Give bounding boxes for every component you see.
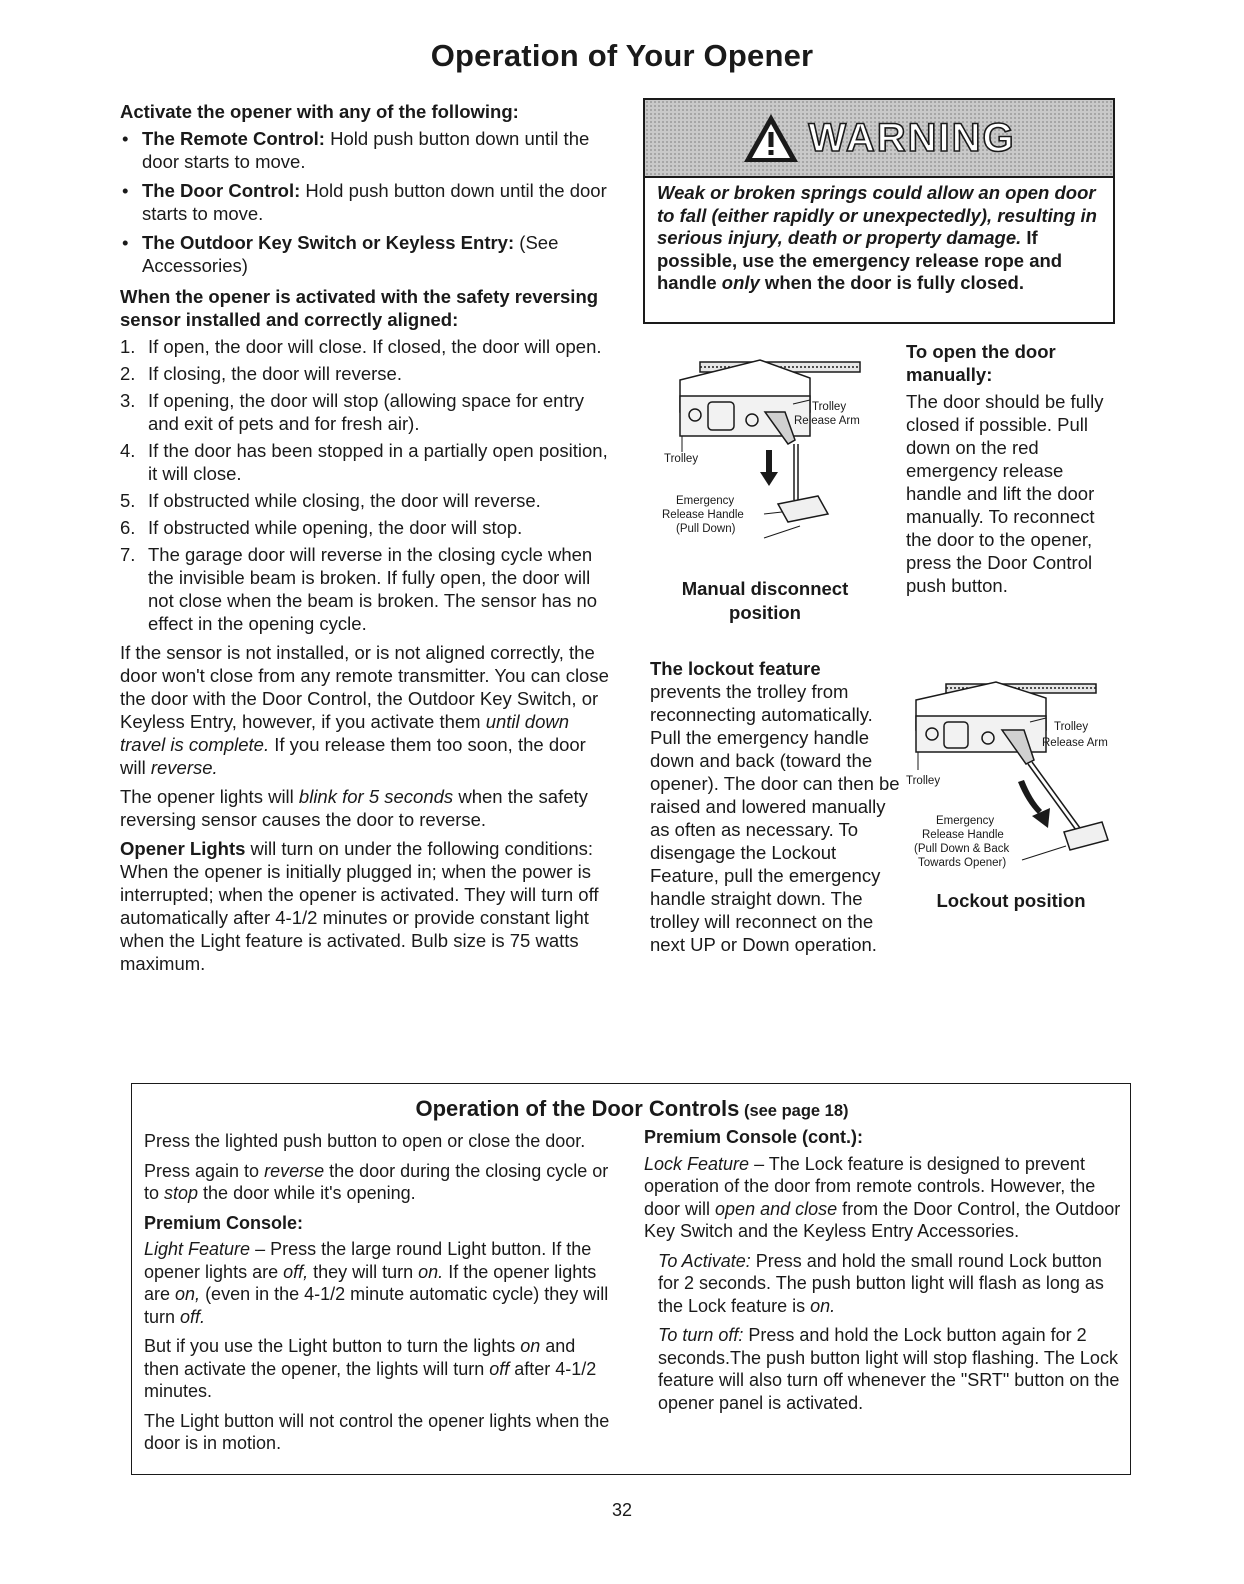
text-run-italic: stop: [164, 1183, 199, 1203]
text-run: If you release them too soon, the door will: [120, 734, 586, 778]
text-run-italic: off.: [180, 1306, 206, 1327]
step-number: 5.: [120, 490, 136, 511]
manual-disconnect-illustration: [660, 340, 890, 560]
label-release-handle: Release Handle: [922, 829, 1004, 841]
premium-console-cont-heading: Premium Console (cont.):: [644, 1127, 864, 1147]
sensor-step: [120, 362, 610, 385]
sensor-step: [120, 489, 610, 512]
activate-item-door-control: [120, 179, 610, 225]
sensor-step: [120, 439, 610, 485]
text-run: – The Lock feature is designed to prevent operation of the door from remote controls. However, the door will: [644, 1153, 1096, 1219]
text-run-italic: blink for 5 seconds: [298, 786, 454, 807]
door-controls-title-sub: (see page 18): [739, 1102, 849, 1120]
text-run-italic: on,: [175, 1284, 201, 1304]
emergency-release-handle-graphic: [778, 444, 828, 522]
activate-item-text: Hold push button down until the door starts to move.: [142, 128, 590, 172]
lockout-section: [650, 657, 900, 956]
warning-box: [643, 98, 1115, 324]
text-run-italic: only: [721, 272, 760, 293]
opener-lights: [120, 837, 610, 975]
text-run: But if you use the Light button to turn the lights: [144, 1336, 521, 1356]
step-number: 7.: [120, 544, 136, 565]
step-text: If obstructed while closing, the door will reverse.: [148, 490, 541, 511]
text-run-italic: To Activate:: [658, 1250, 751, 1271]
warning-triangle-icon: [742, 112, 800, 164]
label-pull-down-back: (Pull Down & Back: [914, 843, 1010, 855]
lockout-caption: Lockout position: [936, 890, 1086, 911]
step-text: If closing, the door will reverse.: [148, 363, 402, 384]
text-run: from the Door Control, the Outdoor Key Switch and the Keyless Entry Accessories.: [644, 1198, 1121, 1241]
text-run: and then activate the opener, the lights will turn: [144, 1336, 576, 1379]
step-text: The garage door will reverse in the closing cycle when the invisible beam is broken. If fully open, the door will not close when the beam is broken. The sensor has no effect in the opening cycle.: [148, 544, 598, 634]
light-motion-note: The Light button will not control the opener lights when the door is in motion.: [144, 1410, 610, 1453]
open-manually-text: The door should be fully closed if possible. Pull down on the red emergency release handle and lift the door manually. To reconnect the door to the opener, press the Door Control push button.: [906, 391, 1104, 596]
step-number: 4.: [120, 440, 136, 461]
label-emergency: Emergency: [676, 495, 735, 507]
text-run-italic: on.: [810, 1295, 836, 1316]
emergency-release-handle-graphic: [1028, 762, 1108, 850]
activate-item-label: The Outdoor Key Switch or Keyless Entry:: [142, 232, 515, 253]
label-emergency: Emergency: [936, 815, 995, 827]
open-manually-heading: To open the door manually:: [906, 341, 1056, 385]
light-feature: [144, 1238, 614, 1328]
text-run-italic: off: [489, 1358, 510, 1379]
text-run: If the sensor is not installed, or is not aligned correctly, the door won't close from any remote transmitter. You can close the door with the Door Control, the Outdoor Key Switch, or Keyless Entry, however, if you activate them: [120, 642, 609, 732]
text-run: after 4-1/2 minutes.: [144, 1358, 597, 1401]
door-controls-box: [131, 1083, 1131, 1475]
sensor-blink: [120, 785, 610, 831]
label-release-handle: Release Handle: [662, 509, 744, 521]
label-trolley-body: Trolley: [664, 453, 699, 465]
text-run-italic: Light Feature: [144, 1239, 251, 1259]
pull-down-arrow: [760, 450, 778, 486]
door-controls-title: [132, 1096, 1132, 1122]
text-run-italic: on.: [418, 1261, 444, 1282]
step-number: 2.: [120, 363, 136, 384]
step-number: 6.: [120, 517, 136, 538]
step-number: 1.: [120, 336, 136, 357]
lock-feature: [644, 1153, 1122, 1243]
step-text: If obstructed while opening, the door will stop.: [148, 517, 523, 538]
activate-item-label: The Door Control:: [142, 180, 301, 201]
controls-p1: Press the lighted push button to open or close the door.: [144, 1131, 586, 1151]
door-controls-title-main: Operation of the Door Controls: [415, 1096, 740, 1121]
warning-header: [645, 100, 1113, 178]
text-run: If possible, use the emergency release rope and handle: [657, 227, 1063, 293]
opener-lights-text: will turn on under the following conditions: When the opener is initially plugged in; when the power is interrupted; when the opener is activated. They will turn off automatically after 4-1/2 minutes or provide constant light when the Light feature is activated. Bulb size is 75 watts maximum.: [120, 838, 599, 974]
text-run: (even in the 4-1/2 minute automatic cycle) they will turn: [144, 1284, 609, 1327]
label-trolley: Trolley: [812, 401, 847, 413]
text-run-italic: open and close: [715, 1198, 838, 1219]
text-run: Press again to: [144, 1160, 265, 1181]
sensor-steps: [120, 335, 610, 635]
text-run-italic: reverse: [264, 1160, 325, 1181]
activate-item-label: The Remote Control:: [142, 128, 325, 149]
sensor-heading: When the opener is activated with the safety reversing sensor installed and correctly aligned:: [120, 286, 599, 330]
door-controls-right: [644, 1126, 1122, 1421]
text-run: The opener lights will: [120, 786, 299, 807]
label-pull-down: (Pull Down): [676, 523, 736, 535]
step-text: If the door has been stopped in a partially open position, it will close.: [148, 440, 608, 484]
sensor-step: [120, 335, 610, 358]
page-number: 32: [611, 1500, 633, 1520]
lock-activate: [644, 1250, 1122, 1318]
door-controls-left: [144, 1130, 614, 1462]
label-release-arm: Release Arm: [1042, 737, 1108, 749]
text-run-italic: until down travel is complete.: [120, 711, 570, 755]
light-button-note: [144, 1335, 614, 1403]
sensor-not-installed: [120, 641, 610, 779]
text-run: when the door is fully closed.: [759, 272, 1024, 293]
left-column: [120, 100, 610, 981]
step-text: If open, the door will close. If closed, the door will open.: [148, 336, 602, 357]
sensor-step: [120, 543, 610, 635]
warning-text-italic: Weak or broken springs could allow an open door to fall (either rapidly or unexpectedly), resulting in serious injury, death or property damage.: [657, 182, 1097, 248]
text-run-italic: off,: [283, 1261, 309, 1282]
opener-lights-label: Opener Lights: [120, 838, 246, 859]
activate-list: [120, 127, 610, 277]
text-run: the door during the closing cycle or to: [144, 1160, 609, 1203]
text-run: the door while it's opening.: [198, 1183, 416, 1203]
text-run-italic: To turn off:: [658, 1325, 744, 1345]
lockout-text: prevents the trolley from reconnecting automatically. Pull the emergency handle down and back (toward the opener). The door can then be raised and lowered manually as often as necessary. To disengage the Lockout Feature, pull the emergency handle straight down. The trolley will reconnect on the next UP or Down operation.: [650, 681, 900, 955]
text-run: Press and hold the Lock button again for 2 seconds.The push button light will stop flashing. The Lock feature will also turn off whenever the "SRT" button on the opener panel is activated.: [658, 1325, 1120, 1413]
activate-item-keyswitch: [120, 231, 610, 277]
activate-item-remote: [120, 127, 610, 173]
text-run: – Press the large round Light button. If the opener lights are: [144, 1239, 592, 1282]
step-number: 3.: [120, 390, 136, 411]
text-run-italic: reverse.: [150, 757, 218, 778]
label-towards-opener: Towards Opener): [918, 857, 1007, 869]
step-text: If opening, the door will stop (allowing space for entry and exit of pets and for fresh air).: [148, 390, 585, 434]
lockout-illustration: [906, 670, 1126, 880]
text-run-italic: Lock Feature: [644, 1153, 750, 1174]
premium-console-heading: Premium Console:: [144, 1212, 304, 1233]
label-trolley-body: Trolley: [906, 775, 941, 787]
activate-item-text: Hold push button down until the door starts to move.: [142, 180, 607, 224]
lockout-heading: The lockout feature: [650, 658, 821, 679]
text-run-italic: on: [520, 1336, 541, 1356]
sensor-step: [120, 516, 610, 539]
warning-text: [645, 178, 1113, 295]
label-release-arm: Release Arm: [794, 415, 860, 427]
page-title: Operation of Your Opener: [430, 38, 814, 73]
controls-p2: [144, 1160, 614, 1205]
text-run: Press and hold the small round Lock button for 2 seconds. The push button light will flash as long as the Lock feature is: [658, 1250, 1104, 1316]
lock-turn-off: [644, 1324, 1122, 1414]
activate-item-text: (See Accessories): [142, 232, 559, 276]
text-run: If the opener lights are: [144, 1261, 597, 1304]
text-run: when the safety reversing sensor causes the door to reverse.: [120, 786, 588, 830]
warning-title: WARNING: [808, 115, 1016, 160]
open-manually-section: [906, 340, 1121, 597]
manual-disconnect-caption: Manual disconnect position: [681, 578, 849, 623]
activate-heading: Activate the opener with any of the following:: [120, 101, 519, 122]
sensor-step: [120, 389, 610, 435]
text-run: they will turn: [308, 1261, 419, 1282]
label-trolley: Trolley: [1054, 721, 1089, 733]
